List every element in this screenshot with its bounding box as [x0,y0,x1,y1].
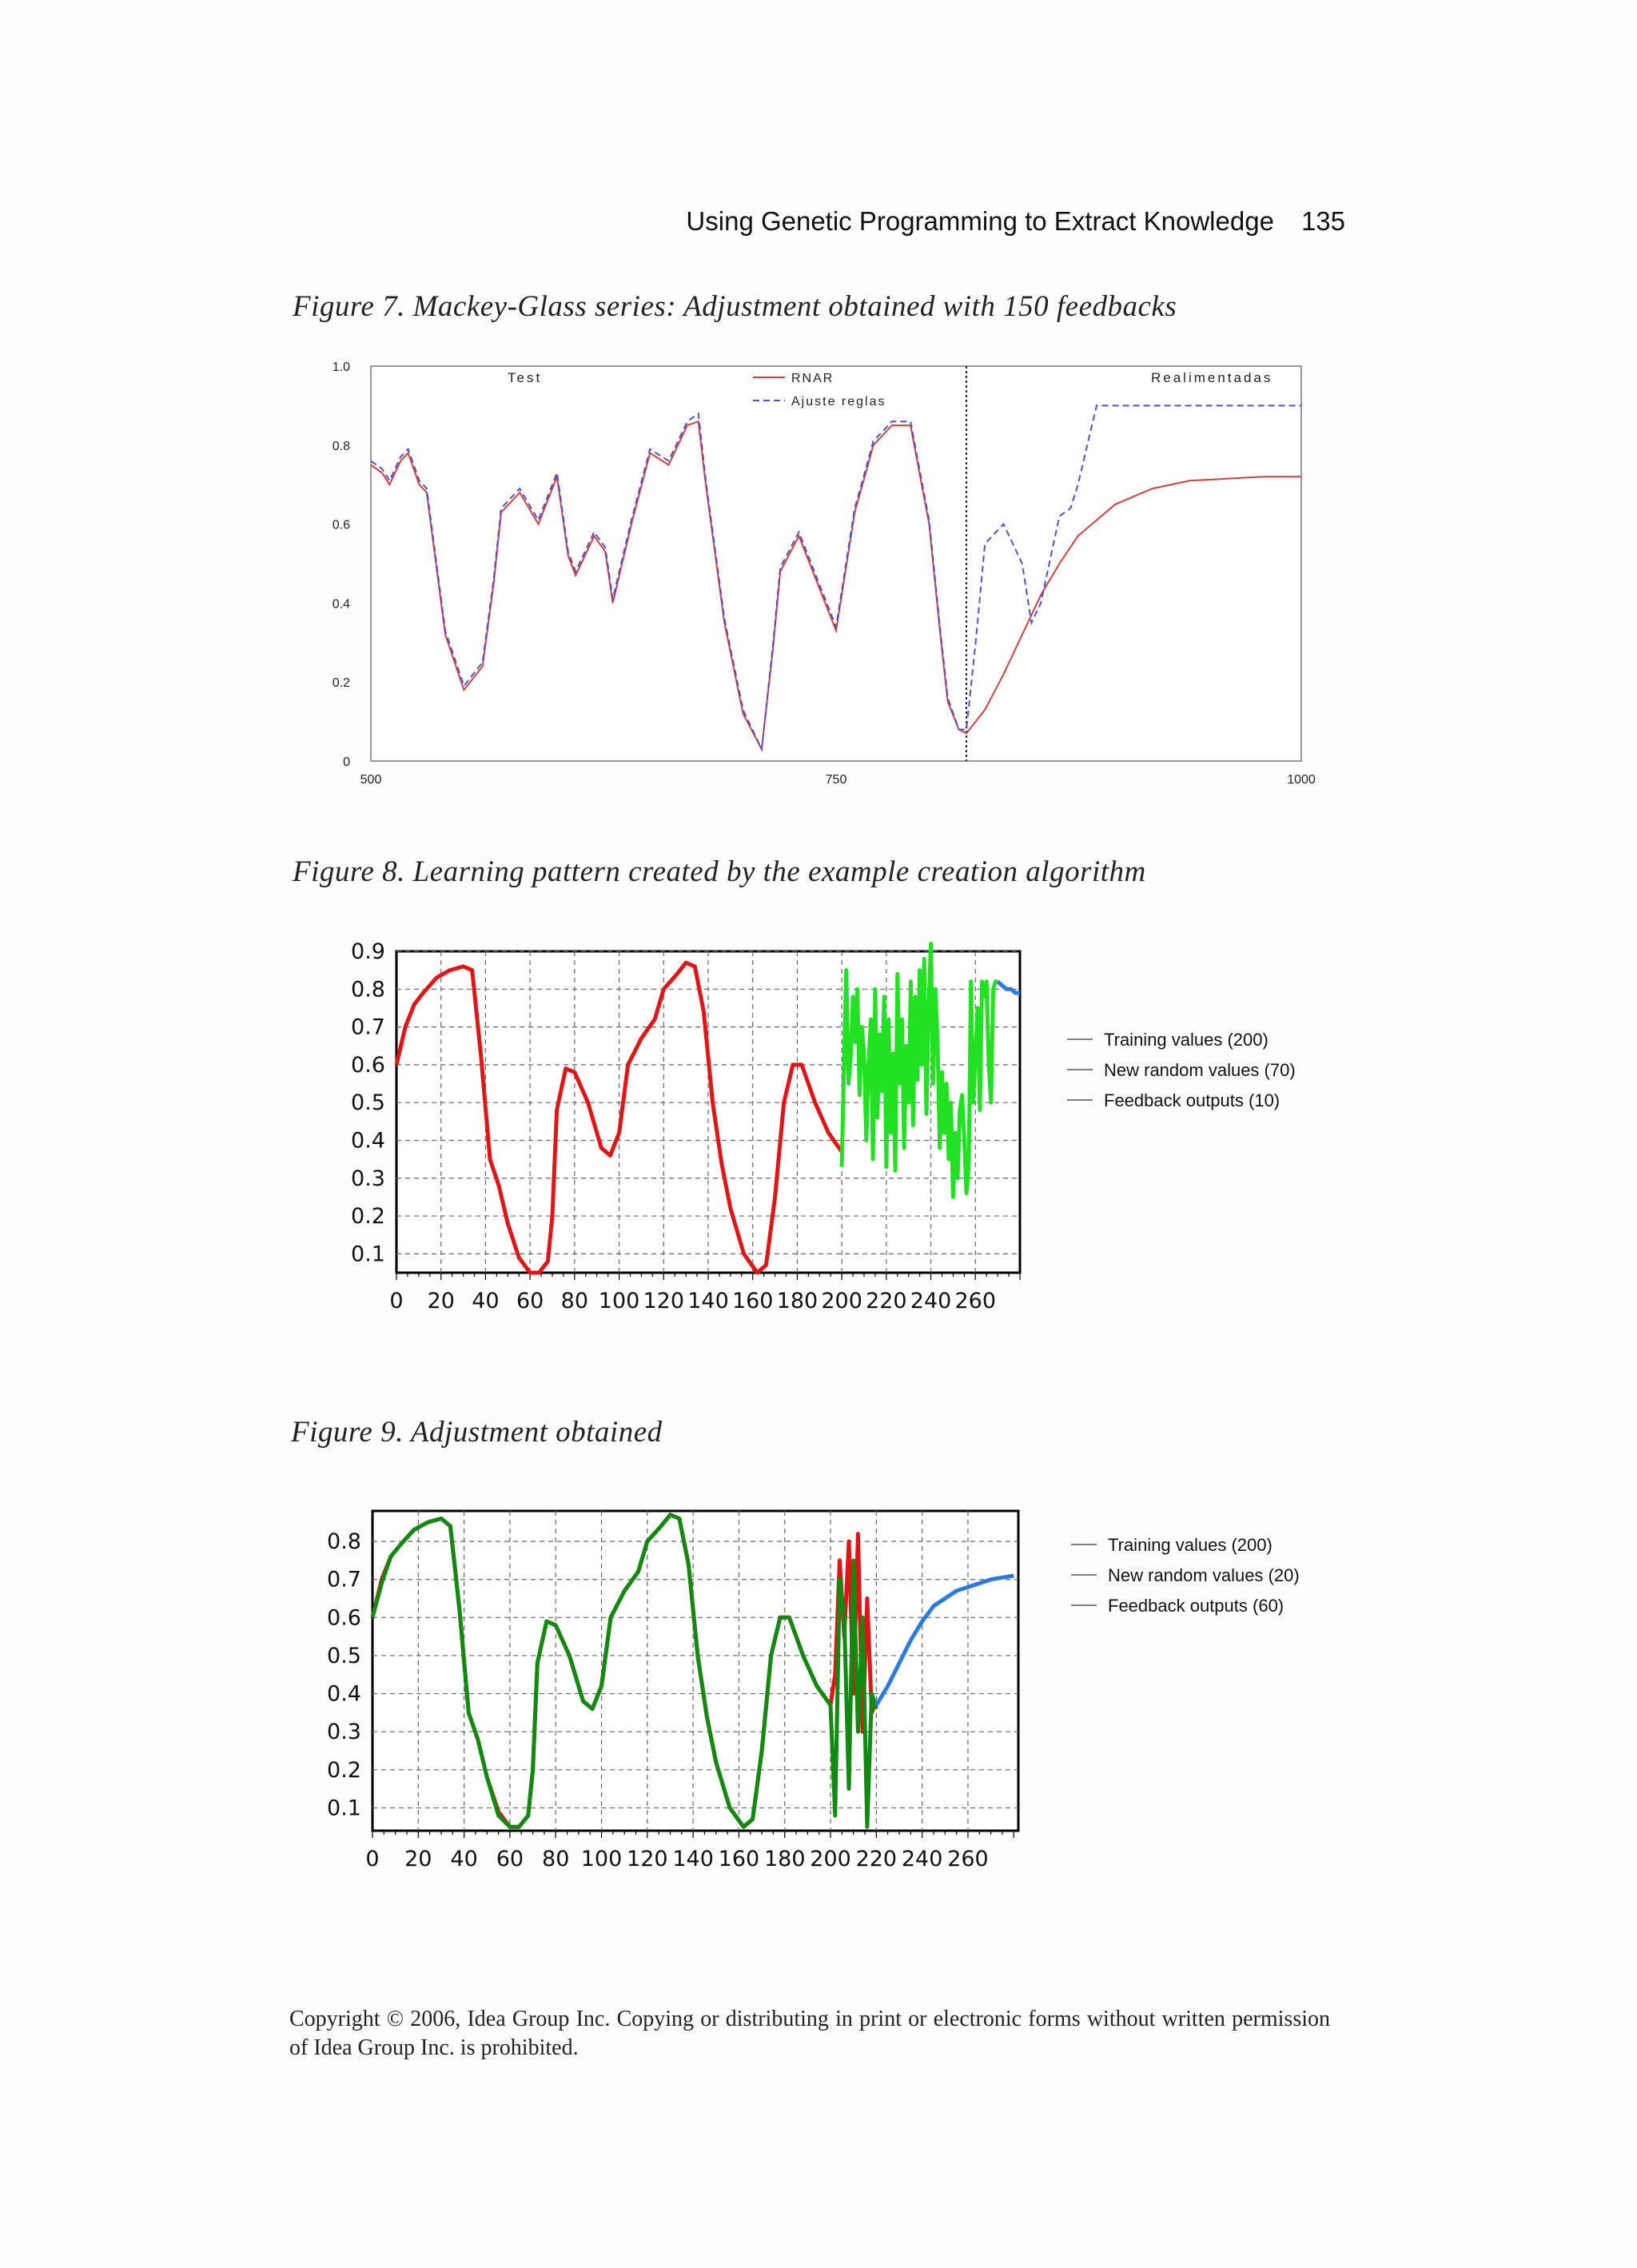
plot-frame [372,1511,1018,1831]
y-tick-label: 0.6 [332,518,350,532]
x-tick-label: 1000 [1287,773,1316,787]
running-header [0,206,1345,237]
x-tick-label: 160 [718,1847,760,1871]
x-tick-label: 80 [542,1847,570,1871]
annotation-test: Test [508,370,543,385]
y-tick-label: 0.2 [351,1204,385,1230]
legend-label: New random values (20) [1108,1565,1300,1585]
y-tick-label: 0.3 [351,1166,385,1191]
y-tick-label: 0.9 [351,939,385,964]
y-tick-label: 0 [343,755,350,769]
x-tick-label: 120 [627,1847,668,1871]
y-tick-label: 0.8 [351,977,385,1002]
y-tick-label: 0.2 [332,676,350,691]
x-tick-label: 180 [776,1289,818,1313]
figure-9-chart [312,1495,1343,1879]
x-tick-label: 500 [360,773,382,787]
x-tick-label: 260 [954,1289,997,1313]
x-tick-label: 80 [560,1289,589,1313]
x-tick-label: 20 [427,1289,455,1313]
x-tick-label: 160 [731,1289,774,1313]
x-tick-label: 60 [516,1289,544,1313]
x-tick-label: 220 [866,1289,907,1313]
figure-8-caption: Figure 8. Learning pattern created by the example creation algorithm [293,855,1146,888]
y-tick-label: 0.7 [327,1567,361,1592]
y-tick-label: 0.4 [332,597,350,612]
x-tick-label: 750 [825,773,847,787]
y-tick-label: 0.4 [327,1681,361,1707]
annotation-realimentadas: Realimentadas [1151,370,1273,385]
x-tick-label: 220 [855,1847,898,1871]
x-tick-label: 60 [496,1847,524,1871]
x-tick-label: 0 [389,1289,404,1313]
x-tick-label: 180 [763,1847,806,1871]
page-number: 135 [1300,206,1345,236]
x-tick-label: 100 [580,1847,623,1871]
y-tick-label: 0.1 [327,1796,361,1821]
y-tick-label: 0.5 [327,1643,361,1668]
figure-7-chart [320,352,1327,799]
x-tick-label: 240 [910,1289,952,1313]
legend-label: RNAR [791,372,834,385]
y-tick-label: 0.8 [332,439,350,453]
figure-9-caption: Figure 9. Adjustment obtained [291,1416,663,1449]
y-tick-label: 0.6 [351,1052,385,1078]
y-tick-label: 1.0 [332,361,350,374]
y-tick-label: 0.1 [351,1242,385,1267]
y-tick-label: 0.6 [327,1605,361,1631]
legend-label: Feedback outputs (60) [1108,1596,1285,1616]
x-tick-label: 140 [687,1289,729,1313]
legend-label: Ajuste reglas [791,395,886,409]
y-tick-label: 0.3 [327,1720,361,1745]
legend-label: New random values (70) [1104,1060,1296,1080]
legend-label: Training values (200) [1108,1535,1273,1555]
copyright-footer: Copyright © 2006, Idea Group Inc. Copying or distributing in print or electronic forms without written permission of Idea Group Inc. is prohibited. [289,2007,1330,2060]
y-tick-label: 0.2 [327,1757,361,1783]
x-tick-label: 260 [947,1847,989,1871]
x-tick-label: 40 [450,1847,478,1871]
running-header-title: Using Genetic Programming to Extract Knowledge [686,206,1274,236]
legend-label: Training values (200) [1104,1030,1269,1050]
x-tick-label: 20 [404,1847,432,1871]
x-tick-label: 100 [598,1289,640,1313]
y-tick-label: 0.7 [351,1014,385,1040]
figure-7-caption: Figure 7. Mackey-Glass series: Adjustment obtained with 150 feedbacks [293,290,1177,323]
legend-label: Feedback outputs (10) [1104,1090,1281,1110]
x-tick-label: 40 [472,1289,500,1313]
x-tick-label: 120 [643,1289,685,1313]
plot-frame [371,366,1301,761]
x-tick-label: 200 [821,1289,862,1313]
y-tick-label: 0.5 [351,1090,385,1116]
figure-8-chart [336,927,1343,1327]
x-tick-label: 240 [901,1847,943,1871]
x-tick-label: 0 [365,1847,380,1871]
y-tick-label: 0.8 [327,1529,361,1555]
x-tick-label: 140 [672,1847,714,1871]
y-tick-label: 0.4 [351,1128,385,1154]
x-tick-label: 200 [810,1847,851,1871]
